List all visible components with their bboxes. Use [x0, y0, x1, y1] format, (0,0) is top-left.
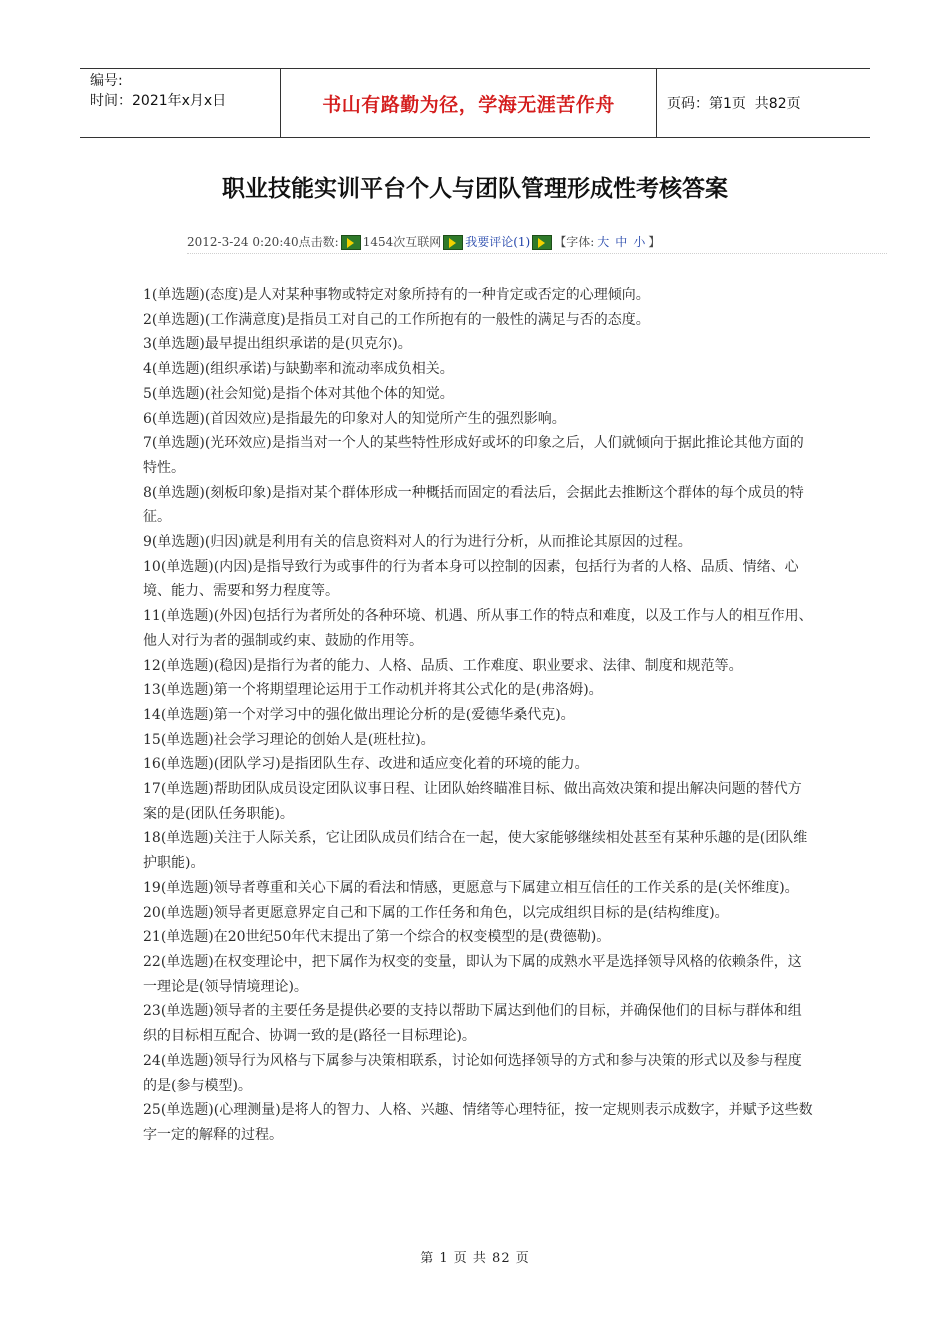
question-item: 2(单选题)(工作满意度)是指员工对自己的工作所抱有的一般性的满足与否的态度。: [143, 311, 650, 328]
question-item: 10(单选题)(内因)是指导致行为或事件的行为者本身可以控制的因素，包括行为者的人格、品质、情绪、心境、能力、需要和努力程度等。: [143, 558, 799, 600]
page-header: [80, 68, 870, 138]
page-info: 页码：第1页 共82页: [667, 96, 801, 112]
question-item: 9(单选题)(归因)就是利用有关的信息资料对人的行为进行分析，从而推论其原因的过程。: [143, 534, 692, 551]
motto: 书山有路勤为径，学海无涯苦作舟: [281, 69, 657, 137]
page-info-cell: [657, 69, 870, 137]
clicks-value: 1454次互联网: [362, 235, 442, 249]
question-item: 4(单选题)(组织承诺)与缺勤率和流动率成负相关。: [143, 361, 454, 378]
comment-icon: [443, 235, 463, 250]
question-item: 15(单选题)社会学习理论的创始人是(班杜拉)。: [143, 731, 435, 748]
question-item: 1(单选题)(态度)是人对某种事物或特定对象所持有的一种肯定或否定的心理倾向。: [143, 287, 650, 303]
font-large-link[interactable]: 大: [597, 235, 610, 249]
question-item: 21(单选题)在20世纪50年代末提出了第一个综合的权变模型的是(费德勒)。: [143, 929, 611, 946]
question-item: 25(单选题)(心理测量)是将人的智力、人格、兴趣、情绪等心理特征，按一定规则表示成数字，并赋予这些数字一定的解释的过程。: [143, 1102, 813, 1143]
question-item: 20(单选题)领导者更愿意界定自己和下属的工作任务和角色，以完成组织目标的是(结构维度)。: [143, 904, 729, 921]
question-item: 5(单选题)(社会知觉)是指个体对其他个体的知觉。: [143, 385, 454, 402]
question-item: 14(单选题)第一个对学习中的强化做出理论分析的是(爱德华桑代克)。: [143, 706, 575, 723]
question-item: 22(单选题)在权变理论中，把下属作为权变的变量，即认为下属的成熟水平是选择领导风格的依赖条件，这一理论是(领导情境理论)。: [143, 953, 802, 995]
font-label-open: 【字体:: [554, 235, 595, 249]
font-label-close: 】: [648, 235, 661, 249]
time-label: 时间：2021年x月x日: [90, 93, 227, 109]
question-item: 23(单选题)领导者的主要任务是提供必要的支持以帮助下属达到他们的目标，并确保他们的目标与群体和组织的目标相互配合、协调一致的是(路径一目标理论)。: [143, 1003, 802, 1045]
question-item: 13(单选题)第一个将期望理论运用于工作动机并将其公式化的是(弗洛姆)。: [143, 682, 603, 699]
timestamp: 2012-3-24 0:20:40: [187, 235, 299, 249]
question-item: 16(单选题)(团队学习)是指团队生存、改进和适应变化着的环境的能力。: [143, 756, 589, 773]
font-icon: [532, 235, 552, 250]
question-item: 7(单选题)(光环效应)是指当对一个人的某些特性形成好或坏的印象之后，人们就倾向于据此推论其他方面的特性。: [143, 435, 804, 476]
number-label: 编号:: [90, 73, 123, 89]
header-info-cell: [80, 69, 281, 137]
font-medium-link[interactable]: 中: [615, 235, 628, 249]
comment-link[interactable]: 我要评论(1): [465, 235, 531, 249]
arrow-icon: [341, 235, 361, 250]
question-item: 8(单选题)(刻板印象)是指对某个群体形成一种概括而固定的看法后，会据此去推断这个群体的每个成员的特征。: [143, 484, 804, 526]
question-item: 3(单选题)最早提出组织承诺的是(贝克尔)。: [143, 336, 412, 353]
question-item: 17(单选题)帮助团队成员设定团队议事日程、让团队始终瞄准目标、做出高效决策和提出解决问题的替代方案的是(团队任务职能)。: [143, 781, 802, 822]
question-item: 6(单选题)(首因效应)是指最先的印象对人的知觉所产生的强烈影响。: [143, 410, 566, 427]
question-list: [143, 283, 813, 1148]
question-item: 19(单选题)领导者尊重和关心下属的看法和情感，更愿意与下属建立相互信任的工作关系的是(关怀维度)。: [143, 879, 799, 896]
question-item: 11(单选题)(外因)包括行为者所处的各种环境、机遇、所从事工作的特点和难度，以及工作与人的相互作用、他人对行为者的强制或约束、鼓励的作用等。: [143, 608, 813, 649]
document-title: 职业技能实训平台个人与团队管理形成性考核答案: [222, 176, 728, 202]
question-item: 12(单选题)(稳因)是指行为者的能力、人格、品质、工作难度、职业要求、法律、制度和规范等。: [143, 657, 743, 674]
clicks-label: 点击数:: [298, 235, 339, 249]
font-small-link[interactable]: 小: [633, 235, 646, 249]
question-item: 24(单选题)领导行为风格与下属参与决策相联系，讨论如何选择领导的方式和参与决策的形式以及参与程度的是(参与模型)。: [143, 1052, 802, 1094]
page-footer: 第 1 页 共 82 页: [420, 1251, 530, 1266]
question-item: 18(单选题)关注于人际关系，它让团队成员们结合在一起，使大家能够继续相处甚至有某种乐趣的是(团队维护职能)。: [143, 830, 808, 872]
article-meta: [187, 231, 887, 254]
